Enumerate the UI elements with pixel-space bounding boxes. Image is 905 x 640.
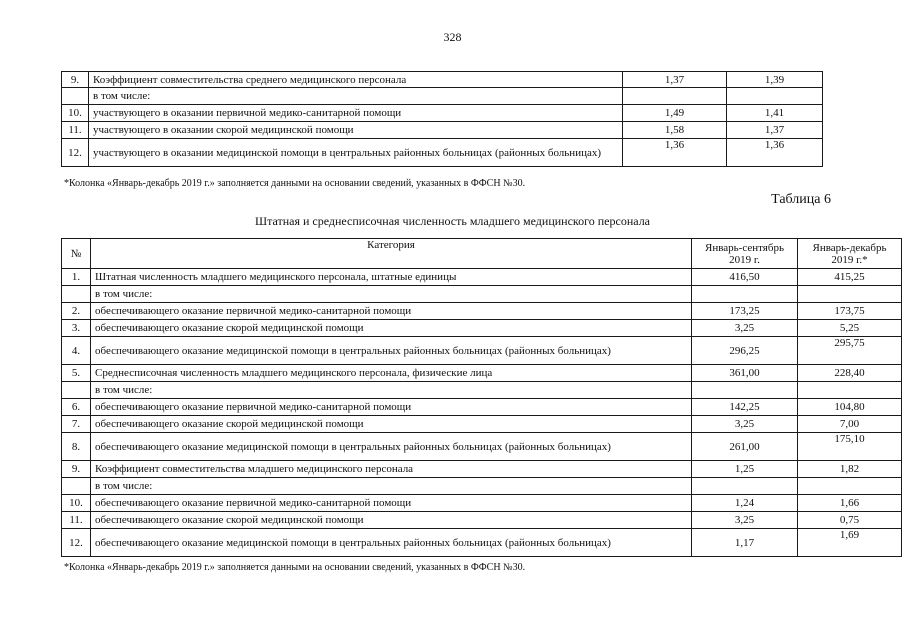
row-value-jan-sep: 1,49 <box>623 105 727 122</box>
table-row <box>62 512 902 529</box>
row-number: 6. <box>62 399 91 416</box>
row-category: обеспечивающего оказание скорой медицинской помощи <box>91 320 692 337</box>
row-category: участвующего в оказании медицинской помощи в центральных районных больницах (районных больницах) <box>89 139 623 167</box>
table-row <box>62 365 902 382</box>
row-value-jan-dec <box>798 382 902 399</box>
row-category: Коэффициент совместительства среднего медицинского персонала <box>89 72 623 88</box>
table-row <box>62 433 902 461</box>
row-category: обеспечивающего оказание медицинской помощи в центральных районных больницах (районных больницах) <box>91 433 692 461</box>
row-value-jan-dec: 175,10 <box>798 433 902 461</box>
row-number: 11. <box>62 122 89 139</box>
row-category: обеспечивающего оказание скорой медицинской помощи <box>91 512 692 529</box>
row-category: обеспечивающего оказание первичной медико-санитарной помощи <box>91 399 692 416</box>
staffing-table <box>61 238 902 557</box>
table-title: Штатная и среднесписочная численность младшего медицинского персонала <box>254 214 651 228</box>
row-number <box>62 382 91 399</box>
row-value-jan-dec: 1,41 <box>727 105 823 122</box>
continued-table <box>61 71 823 167</box>
row-number: 9. <box>62 72 89 88</box>
row-value-jan-dec: 5,25 <box>798 320 902 337</box>
table-row <box>62 88 823 105</box>
table-row <box>62 105 823 122</box>
row-value-jan-dec: 415,25 <box>798 269 902 286</box>
row-category: обеспечивающего оказание медицинской помощи в центральных районных больницах (районных больницах) <box>91 337 692 365</box>
table-row <box>62 416 902 433</box>
row-value-jan-dec: 1,66 <box>798 495 902 512</box>
row-number: 8. <box>62 433 91 461</box>
row-value-jan-dec <box>727 88 823 105</box>
row-number: 10. <box>62 495 91 512</box>
row-number: 3. <box>62 320 91 337</box>
row-category: участвующего в оказании скорой медицинской помощи <box>89 122 623 139</box>
row-value-jan-sep <box>623 88 727 105</box>
table-row <box>62 382 902 399</box>
row-value-jan-sep: 3,25 <box>692 512 798 529</box>
table-row <box>62 337 902 365</box>
row-category: обеспечивающего оказание скорой медицинской помощи <box>91 416 692 433</box>
table-row <box>62 478 902 495</box>
row-number: 1. <box>62 269 91 286</box>
header-category: Категория <box>91 239 692 269</box>
row-category: в том числе: <box>91 286 692 303</box>
footnote: *Колонка «Январь-декабрь 2019 г.» заполняется данными на основании сведений, указанных в ФФСН №30. <box>64 178 526 189</box>
row-category: Штатная численность младшего медицинского персонала, штатные единицы <box>91 269 692 286</box>
row-value-jan-sep: 1,17 <box>692 529 798 557</box>
row-number <box>62 286 91 303</box>
table-header-row <box>62 239 902 269</box>
table-row <box>62 72 823 88</box>
row-value-jan-dec: 1,69 <box>798 529 902 557</box>
row-value-jan-dec: 1,39 <box>727 72 823 88</box>
table-row <box>62 461 902 478</box>
row-value-jan-sep: 1,25 <box>692 461 798 478</box>
row-value-jan-dec: 173,75 <box>798 303 902 320</box>
row-number <box>62 478 91 495</box>
row-value-jan-sep: 296,25 <box>692 337 798 365</box>
row-value-jan-sep: 142,25 <box>692 399 798 416</box>
row-value-jan-dec <box>798 478 902 495</box>
row-category: в том числе: <box>91 382 692 399</box>
row-value-jan-dec: 104,80 <box>798 399 902 416</box>
row-category: участвующего в оказании первичной медико-санитарной помощи <box>89 105 623 122</box>
row-value-jan-dec <box>798 286 902 303</box>
row-value-jan-sep <box>692 382 798 399</box>
row-value-jan-sep: 3,25 <box>692 416 798 433</box>
row-value-jan-dec: 1,82 <box>798 461 902 478</box>
row-value-jan-dec: 7,00 <box>798 416 902 433</box>
row-category: Среднесписочная численность младшего медицинского персонала, физические лица <box>91 365 692 382</box>
row-category: в том числе: <box>89 88 623 105</box>
row-number: 10. <box>62 105 89 122</box>
row-category: обеспечивающего оказание первичной медико-санитарной помощи <box>91 495 692 512</box>
row-number: 5. <box>62 365 91 382</box>
row-category: в том числе: <box>91 478 692 495</box>
header-jan-dec: Январь-декабрь 2019 г.* <box>798 239 902 269</box>
table-row <box>62 139 823 167</box>
row-value-jan-sep: 261,00 <box>692 433 798 461</box>
row-value-jan-dec: 295,75 <box>798 337 902 365</box>
header-number: № <box>62 239 91 269</box>
row-value-jan-sep: 1,36 <box>623 139 727 167</box>
row-number: 12. <box>62 529 91 557</box>
row-number: 4. <box>62 337 91 365</box>
row-value-jan-sep: 173,25 <box>692 303 798 320</box>
row-category: обеспечивающего оказание медицинской помощи в центральных районных больницах (районных больницах) <box>91 529 692 557</box>
row-number: 11. <box>62 512 91 529</box>
page-number: 328 <box>443 30 462 44</box>
table-row <box>62 529 902 557</box>
row-value-jan-dec: 1,36 <box>727 139 823 167</box>
row-category: Коэффициент совместительства младшего медицинского персонала <box>91 461 692 478</box>
row-value-jan-sep: 1,58 <box>623 122 727 139</box>
row-number: 7. <box>62 416 91 433</box>
header-jan-sep: Январь-сентябрь 2019 г. <box>692 239 798 269</box>
table-row <box>62 320 902 337</box>
row-value-jan-sep <box>692 478 798 495</box>
table-row <box>62 495 902 512</box>
table-row <box>62 399 902 416</box>
table-row <box>62 303 902 320</box>
row-category: обеспечивающего оказание первичной медико-санитарной помощи <box>91 303 692 320</box>
row-value-jan-dec: 1,37 <box>727 122 823 139</box>
row-value-jan-sep: 416,50 <box>692 269 798 286</box>
row-value-jan-sep: 361,00 <box>692 365 798 382</box>
footnote: *Колонка «Январь-декабрь 2019 г.» заполняется данными на основании сведений, указанных в ФФСН №30. <box>64 562 526 573</box>
table-label: Таблица 6 <box>771 192 831 207</box>
row-number: 9. <box>62 461 91 478</box>
row-value-jan-sep: 3,25 <box>692 320 798 337</box>
row-number: 12. <box>62 139 89 167</box>
row-number: 2. <box>62 303 91 320</box>
table-row <box>62 122 823 139</box>
table-row <box>62 269 902 286</box>
row-value-jan-sep: 1,24 <box>692 495 798 512</box>
row-number <box>62 88 89 105</box>
row-value-jan-sep: 1,37 <box>623 72 727 88</box>
row-value-jan-dec: 228,40 <box>798 365 902 382</box>
row-value-jan-sep <box>692 286 798 303</box>
table-row <box>62 286 902 303</box>
row-value-jan-dec: 0,75 <box>798 512 902 529</box>
